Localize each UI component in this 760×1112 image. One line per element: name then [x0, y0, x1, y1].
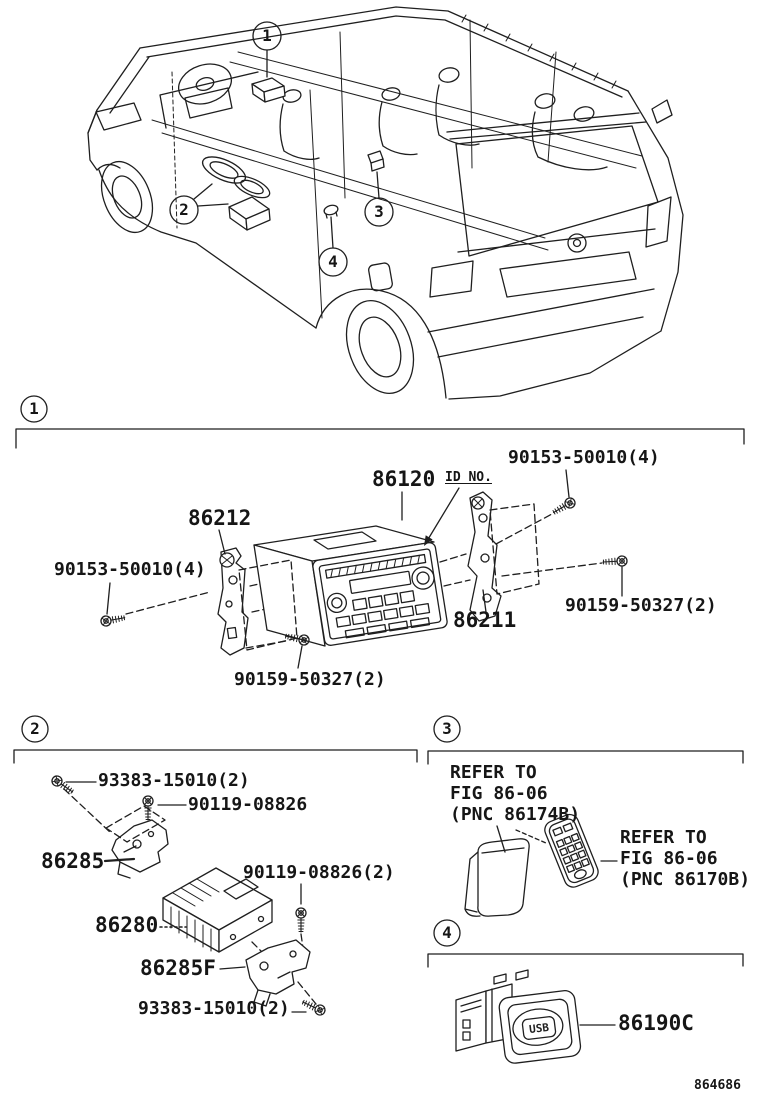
label-part-86211: 86211 — [453, 608, 517, 632]
label-part-86212: 86212 — [188, 506, 252, 530]
label-part-86120: 86120 — [372, 467, 436, 491]
bracket-86211-drawing — [468, 492, 539, 621]
section1-bracket-line — [16, 429, 744, 448]
van-callout-4: 4 — [328, 252, 338, 271]
van-radio-location — [252, 78, 285, 102]
van-holder-location — [368, 151, 384, 171]
label-id-no: ID NO. — [445, 470, 492, 485]
bracket-86285f-drawing — [246, 940, 310, 1006]
bracket-86285-drawing — [106, 806, 168, 878]
bolt-icon — [296, 908, 306, 932]
van-callout-1: 1 — [262, 26, 272, 45]
label-screw-93383-bottom: 93383-15010(2) — [138, 998, 290, 1019]
note-left-line2: FIG 86-06 — [450, 783, 548, 804]
holder-drawing — [465, 839, 529, 916]
label-screw-90159-right: 90159-50327(2) — [565, 595, 717, 616]
screw-icon — [551, 496, 577, 517]
van-usb-location — [323, 204, 339, 218]
note-left-line3: (PNC 86174B) — [450, 804, 581, 825]
note-right-line2: FIG 86-06 — [620, 848, 718, 869]
section2-callout: 2 — [30, 719, 40, 738]
label-part-86285f: 86285F — [140, 956, 216, 980]
label-screw-90153-left: 90153-50010(4) — [54, 559, 206, 580]
section4-drawing — [456, 970, 615, 1064]
section1-callout: 1 — [29, 399, 39, 418]
screw-icon — [100, 613, 125, 627]
note-right-line1: REFER TO — [620, 827, 707, 848]
note-left-line1: REFER TO — [450, 762, 537, 783]
radio-86120-drawing — [254, 526, 448, 646]
screw-icon — [603, 556, 627, 567]
label-screw-93383-top: 93383-15010(2) — [98, 770, 250, 791]
section2-bracket-line — [14, 750, 417, 763]
label-part-86285: 86285 — [41, 849, 105, 873]
section4-callout: 4 — [442, 923, 452, 942]
label-part-86280: 86280 — [95, 913, 159, 937]
label-screw-90159-bottom: 90159-50327(2) — [234, 669, 386, 690]
label-bolt-90119: 90119-08826 — [188, 794, 308, 815]
screw-icon — [50, 774, 75, 796]
usb-face-label: USB — [528, 1020, 550, 1037]
section3-drawing — [465, 812, 617, 916]
section4-bracket-line — [428, 954, 743, 967]
van-callout-2: 2 — [179, 200, 189, 219]
label-screw-90153-top: 90153-50010(4) — [508, 447, 660, 468]
bolt-icon — [143, 796, 153, 820]
usb-adapter-86190c-drawing — [456, 970, 582, 1064]
section3-callout: 3 — [442, 719, 452, 738]
note-right-line3: (PNC 86170B) — [620, 869, 751, 890]
label-part-86190c: 86190C — [618, 1011, 694, 1035]
label-bolt-90119-2: 90119-08826(2) — [243, 862, 395, 883]
figure-number: 864686 — [694, 1078, 741, 1093]
van-amplifier-location — [229, 197, 270, 230]
van-callout-3: 3 — [374, 202, 384, 221]
